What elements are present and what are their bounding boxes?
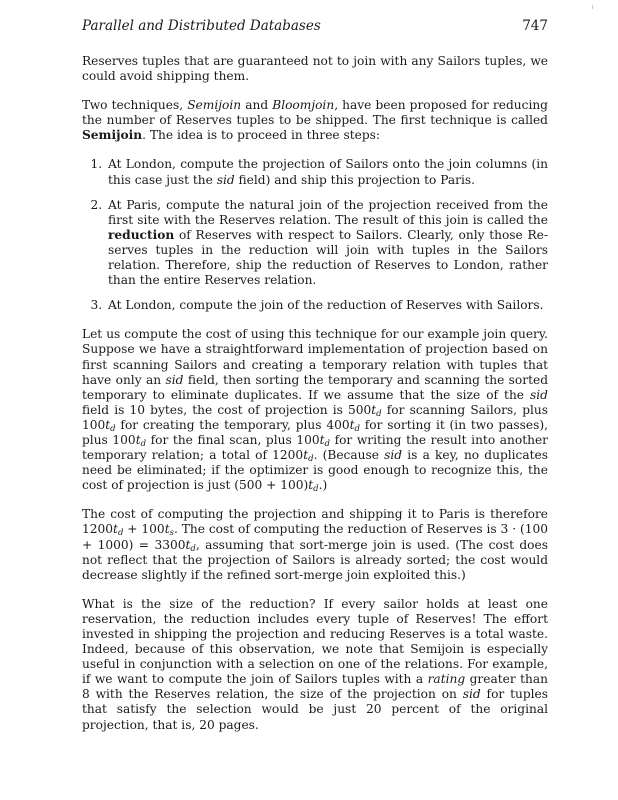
- subscript-d: d: [354, 423, 360, 434]
- paragraph-techniques: [82, 98, 548, 143]
- term-bloomjoin: Bloomjoin: [272, 98, 335, 113]
- symbol-t: t: [308, 478, 314, 493]
- symbol-t: t: [185, 537, 191, 552]
- symbol-t: t: [319, 432, 325, 447]
- subscript-d: d: [324, 438, 330, 449]
- term-sid: sid: [384, 448, 403, 463]
- text-run: + 100: [123, 522, 165, 537]
- step-1: [106, 157, 548, 187]
- symbol-t: t: [164, 522, 170, 537]
- symbol-t: t: [303, 448, 309, 463]
- text-run: and: [241, 98, 273, 113]
- running-title: Parallel and Distributed Databases: [82, 18, 321, 34]
- text-run: field) and ship this projection to Paris.: [234, 172, 475, 187]
- text-run: field is 10 bytes, the cost of projection is 500: [82, 402, 372, 417]
- term-sid: sid: [216, 172, 235, 187]
- subscript-s: s: [169, 528, 174, 539]
- term-reduction: reduction: [108, 227, 175, 242]
- text-run: At Paris, compute the natural join of the projection received from the first site with the Reserves relation. The result of this join is called the: [108, 197, 548, 227]
- subscript-d: d: [313, 484, 319, 495]
- term-sid: sid: [462, 687, 481, 702]
- text-run: .): [318, 478, 328, 493]
- subscript-d: d: [117, 528, 124, 539]
- term-sid: sid: [165, 372, 184, 387]
- term-sid: sid: [530, 387, 548, 402]
- subscript-d: d: [190, 543, 196, 554]
- step-3: 3. At London, compute the join of the reduction of Reserves with Sailors.: [106, 298, 548, 313]
- symbol-t: t: [105, 417, 111, 432]
- text-run: for creating the temporary, plus 400: [115, 417, 350, 432]
- paragraph-continuation: Reserves tuples that are guaranteed not to join with any Sailors tuples, we could avoid shipping them.: [82, 54, 548, 84]
- text-run: . (Because: [313, 448, 385, 463]
- symbol-t: t: [349, 417, 355, 432]
- scan-mark: [592, 5, 593, 9]
- steps-list: [82, 157, 548, 313]
- text-run: for sorting it (in two passes), plus 100: [82, 417, 549, 447]
- term-rating: rating: [427, 672, 466, 687]
- text-run: greater than 8 with the Reserves relation, the size of the projection on: [82, 672, 548, 702]
- text-run: . The idea is to proceed in three steps:: [142, 128, 381, 143]
- symbol-t: t: [135, 432, 141, 447]
- text-run: is a key, no duplicates need be eliminated; if the optimizer is good enough to recognize this, the cost of projection is just (500 + 100): [82, 448, 549, 493]
- text-run: field, then sorting the temporary and scanning the sorted temporary to eliminate duplicates. If we assume that the size of the: [82, 372, 549, 402]
- text-run: for tuples that satisfy the selection would be just 20 percent of the original projection, that is, 20 pages.: [82, 687, 548, 732]
- text-run: for scanning Sailors, plus 100: [82, 402, 548, 432]
- step-2: [106, 198, 548, 289]
- text-run: , assuming that sort-merge join is used. (The cost does not reflect that the projection of Sailors is already sorted; the cost would decrease slightly if the refined sort-merge join exploited this.): [82, 537, 548, 582]
- symbol-t: t: [113, 522, 118, 537]
- term-semijoin-bold: Semijoin: [82, 128, 143, 143]
- text-run: Let us compute the cost of using this technique for our example join query. Suppose we have a straightforward implementation of projection based on first scanning Sailors and creating a temporary relation with tuples that have only an: [82, 327, 548, 387]
- text-run: At London, compute the projection of Sailors onto the join columns (in this case just the: [108, 157, 548, 187]
- text-run: Two techniques,: [82, 98, 188, 113]
- text-run: What is the size of the reduction? If every sailor holds at least one reservation, the reduction includes every tuple of Reserves! The effort invested in shipping the projection and reducing Reserves is a total waste. Indeed, because of this observation, we note that Semijoin is especially useful in conjunction with a selection on one of the relations. For example, if we want to compute the join of Sailors tuples with a: [82, 596, 548, 687]
- text-run: . The cost of computing the reduction of Reserves is 3 · (100 + 1000) = 3300: [82, 522, 549, 552]
- subscript-d: d: [110, 423, 116, 434]
- page-number: 747: [522, 18, 548, 34]
- text-run: for writing the result into another temporary relation; a total of 1200: [82, 432, 549, 463]
- page-body: [82, 18, 548, 747]
- running-header: [82, 18, 548, 34]
- subscript-d: d: [308, 454, 314, 465]
- text-run: , have been proposed for reducing the number of Reserves tuples to be shipped. The first technique is called: [82, 98, 548, 128]
- term-semijoin: Semijoin: [187, 98, 242, 113]
- text-run: of Reserves with respect to Sailors. Clearly, only those Re-serves tuples in the reduction will join with tuples in the Sailors relation. Therefore, ship the reduction of Reserves to London, rather than the entire Reserves relation.: [108, 227, 548, 288]
- paragraph-shipping-cost: [82, 507, 548, 582]
- text-run: for the final scan, plus 100: [146, 432, 320, 447]
- subscript-d: d: [376, 408, 382, 419]
- text-run: The cost of computing the projection and shipping it to Paris is therefore 1200: [82, 507, 548, 537]
- symbol-t: t: [371, 402, 377, 417]
- paragraph-projection-cost: [82, 327, 548, 493]
- subscript-d: d: [140, 438, 147, 449]
- paragraph-reduction-size: [82, 597, 548, 733]
